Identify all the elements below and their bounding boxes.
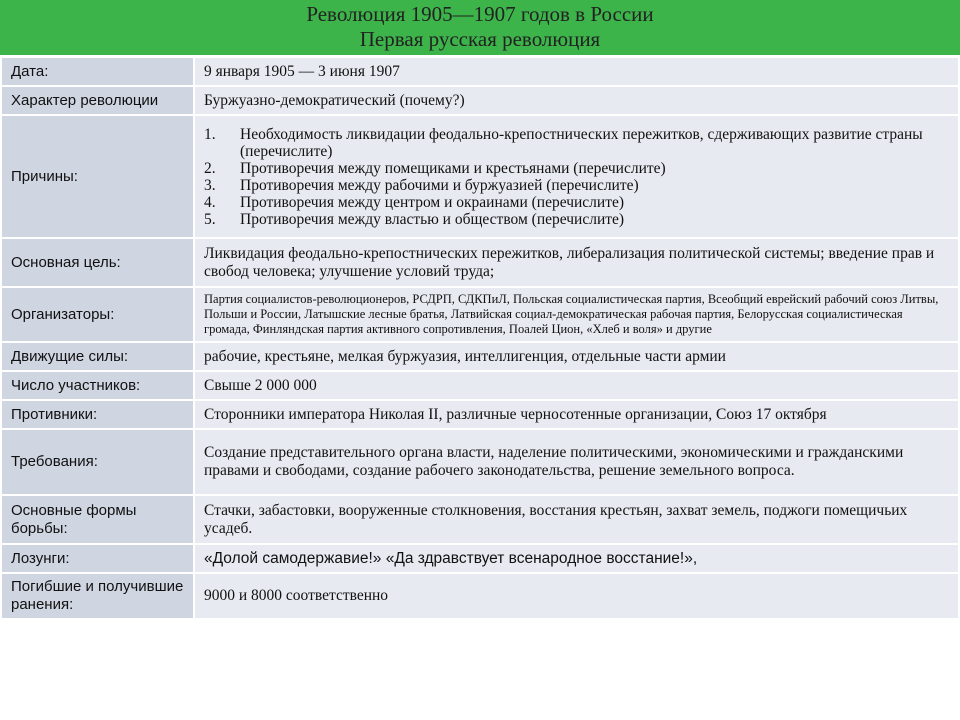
- value-casualties: 9000 и 8000 соответственно: [194, 573, 959, 619]
- row-causes: [1, 115, 959, 238]
- title-banner: [0, 0, 960, 55]
- label-forces: Движущие силы:: [1, 342, 194, 371]
- value-date: 9 января 1905 — 3 июня 1907: [194, 57, 959, 86]
- value-forms: Стачки, забастовки, вооруженные столкновения, восстания крестьян, захват земель, поджоги помещичьих усадеб.: [194, 495, 959, 544]
- list-item: 3. Противоречия между рабочими и буржуазией (перечислите): [204, 176, 639, 194]
- list-item: 5. Противоречия между властью и обществом (перечислите): [204, 210, 625, 228]
- label-participants: Число участников:: [1, 371, 194, 400]
- row-participants: [1, 371, 959, 400]
- list-item: 4. Противоречия между центром и окраинами (перечислите): [204, 193, 625, 211]
- label-demands: Требования:: [1, 429, 194, 495]
- value-character: Буржуазно-демократический (почему?): [194, 86, 959, 115]
- row-casualties: [1, 573, 959, 619]
- row-demands: [1, 429, 959, 495]
- row-opponents: [1, 400, 959, 429]
- value-demands: Создание представительного органа власти, наделение политическими, экономическими и гражданскими правами и свободами, создание рабочего законодательства, решение земельного вопроса.: [194, 429, 959, 495]
- label-character: Характер революции: [1, 86, 194, 115]
- row-forces: [1, 342, 959, 371]
- label-opponents: Противники:: [1, 400, 194, 429]
- list-item: 2. Противоречия между помещиками и крестьянами (перечислите): [204, 159, 666, 177]
- label-date: Дата:: [1, 57, 194, 86]
- causes-list: [204, 126, 949, 228]
- list-item: 1. Необходимость ликвидации феодально-крепостнических пережитков, сдерживающих развитие страны (перечислите): [204, 125, 923, 160]
- value-opponents: Сторонники императора Николая II, различные черносотенные организации, Союз 17 октября: [194, 400, 959, 429]
- row-forms: [1, 495, 959, 544]
- value-participants: Свыше 2 000 000: [194, 371, 959, 400]
- row-organizers: [1, 287, 959, 342]
- label-organizers: Организаторы:: [1, 287, 194, 342]
- value-organizers: Партия социалистов-революционеров, РСДРП, СДКПиЛ, Польская социалистическая партия, Всеобщий еврейский рабочий союз Литвы, Польши и России, Латышские лесные братья, Латвийская социал-демократическая рабочая партия, Белорусская социалистическая громада, Финляндская партия активного сопротивления, Поалей Цион, «Хлеб и воля» и другие: [194, 287, 959, 342]
- label-goal: Основная цель:: [1, 238, 194, 287]
- row-character: [1, 86, 959, 115]
- title-line-1: Революция 1905—1907 годов в России: [306, 2, 654, 26]
- row-date: [1, 57, 959, 86]
- label-slogans: Лозунги:: [1, 544, 194, 573]
- value-forces: рабочие, крестьяне, мелкая буржуазия, интеллигенция, отдельные части армии: [194, 342, 959, 371]
- value-slogans: «Долой самодержавие!» «Да здравствует всенародное восстание!»,: [194, 544, 959, 573]
- value-goal: Ликвидация феодально-крепостнических пережитков, либерализация политической системы; введение прав и свобод человека; улучшение условий труда;: [194, 238, 959, 287]
- value-causes: [194, 115, 959, 238]
- label-causes: Причины:: [1, 115, 194, 238]
- label-casualties: Погибшие и получившие ранения:: [1, 573, 194, 619]
- row-slogans: [1, 544, 959, 573]
- revolution-table: [0, 56, 960, 620]
- title-line-2: Первая русская революция: [359, 27, 601, 51]
- row-goal: [1, 238, 959, 287]
- label-forms: Основные формы борьбы:: [1, 495, 194, 544]
